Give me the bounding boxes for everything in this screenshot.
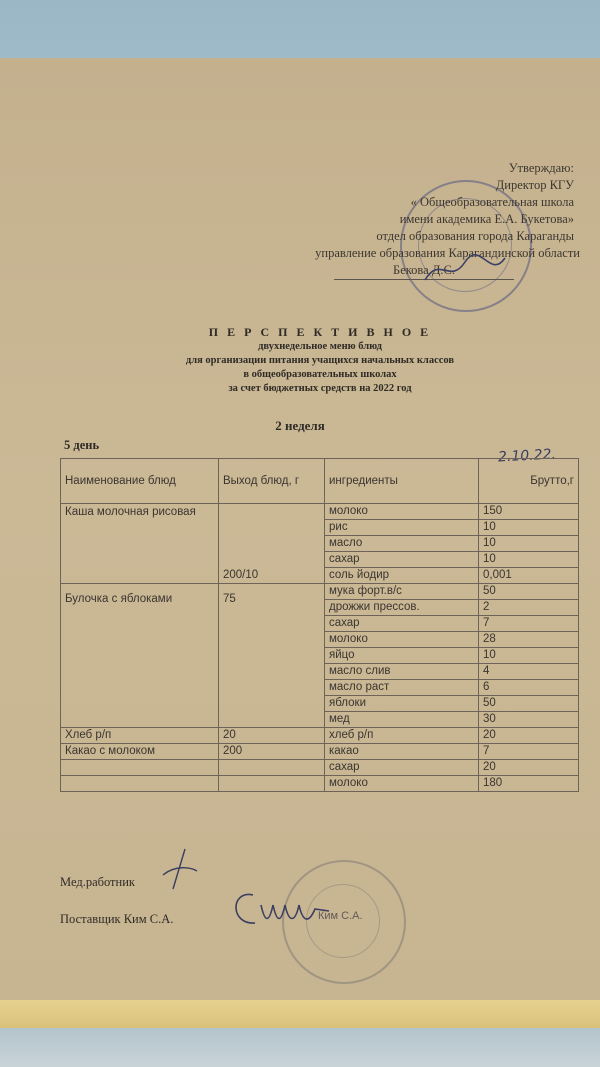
table-row [61, 504, 579, 520]
gross-weight: 6 [479, 680, 579, 696]
supplier-stamp-text: Ким С.А. [318, 910, 363, 922]
dish-name [61, 760, 219, 776]
approval-line: имени академика Е.А. Букетова» [399, 212, 574, 226]
table-row [61, 744, 579, 760]
ingredient: какао [325, 744, 479, 760]
sheet-yellow-edge [0, 1000, 600, 1028]
gross-weight: 10 [479, 648, 579, 664]
gross-weight: 2 [479, 600, 579, 616]
header-gross: Брутто,г [479, 459, 579, 504]
ingredient: мед [325, 712, 479, 728]
approval-line: Директор КГУ [495, 178, 574, 192]
gross-weight: 50 [479, 584, 579, 600]
gross-weight: 10 [479, 536, 579, 552]
dish-output: 200 [219, 744, 325, 760]
ingredient: молоко [325, 776, 479, 792]
ingredient: рис [325, 520, 479, 536]
gross-weight: 4 [479, 664, 579, 680]
ingredient: масло раст [325, 680, 479, 696]
dish-output: 20 [219, 728, 325, 744]
header-output: Выход блюд, г [219, 459, 325, 504]
ingredient: хлеб р/п [325, 728, 479, 744]
gross-weight: 50 [479, 696, 579, 712]
gross-weight: 20 [479, 728, 579, 744]
gross-weight: 180 [479, 776, 579, 792]
gross-weight: 20 [479, 760, 579, 776]
table-header-row [61, 459, 579, 504]
ingredient: молоко [325, 632, 479, 648]
ingredient: сахар [325, 616, 479, 632]
dish-name: Каша молочная рисовая [61, 504, 219, 584]
approval-line: отдел образования города Караганды [376, 229, 574, 243]
med-worker-label: Мед.работник [60, 875, 135, 889]
approval-line: управление образования Карагандинской области [315, 246, 580, 260]
week-label: 2 неделя [275, 418, 325, 433]
title-line: двухнедельное меню блюд [258, 341, 382, 352]
gross-weight: 0,001 [479, 568, 579, 584]
ingredient: масло слив [325, 664, 479, 680]
gross-weight: 7 [479, 616, 579, 632]
ingredient: яйцо [325, 648, 479, 664]
dish-output: 75 [219, 584, 325, 728]
day-label: 5 день [64, 438, 100, 452]
menu-table [60, 458, 579, 792]
title-line: для организации питания учащихся начальных классов [185, 355, 455, 366]
supplier-signature [225, 885, 335, 935]
dish-name: Какао с молоком [61, 744, 219, 760]
gross-weight: 10 [479, 520, 579, 536]
ingredient: масло [325, 536, 479, 552]
approval-signatory: Бекова Д.С. [334, 262, 514, 280]
title-line: за счет бюджетных средств на 2022 год [228, 383, 412, 394]
dish-name: Хлеб р/п [61, 728, 219, 744]
director-signature [420, 250, 510, 290]
gross-weight: 28 [479, 632, 579, 648]
ingredient: сахар [325, 760, 479, 776]
gross-weight: 30 [479, 712, 579, 728]
table-row [61, 776, 579, 792]
gross-weight: 150 [479, 504, 579, 520]
approval-line: Утверждаю: [508, 161, 574, 175]
ingredient: соль йодир [325, 568, 479, 584]
header-dish: Наименование блюд [61, 459, 219, 504]
supplier-label: Поставщик Ким С.А. [60, 912, 174, 926]
document-title [110, 325, 530, 396]
dish-name: Булочка с яблоками [61, 584, 219, 728]
dish-output [219, 776, 325, 792]
ingredient: молоко [325, 504, 479, 520]
dish-output: 200/10 [219, 504, 325, 584]
table-row [61, 728, 579, 744]
med-worker-signature [155, 845, 205, 895]
title-line: в общеобразовательных школах [243, 369, 397, 380]
table-row [61, 584, 579, 600]
ingredient: сахар [325, 552, 479, 568]
gross-weight: 7 [479, 744, 579, 760]
approval-block [244, 160, 580, 280]
header-ingredients: ингредиенты [325, 459, 479, 504]
table-row [61, 760, 579, 776]
gross-weight: 10 [479, 552, 579, 568]
ingredient: дрожжи прессов. [325, 600, 479, 616]
title-main: П Е Р С П Е К Т И В Н О Е [208, 325, 432, 339]
background-surface [0, 1028, 600, 1067]
approval-line: « Общеобразовательная школа [410, 195, 574, 209]
handwritten-date: 2.10.22. [497, 446, 557, 466]
ingredient: мука форт.в/с [325, 584, 479, 600]
ingredient: яблоки [325, 696, 479, 712]
dish-output [219, 760, 325, 776]
dish-name [61, 776, 219, 792]
